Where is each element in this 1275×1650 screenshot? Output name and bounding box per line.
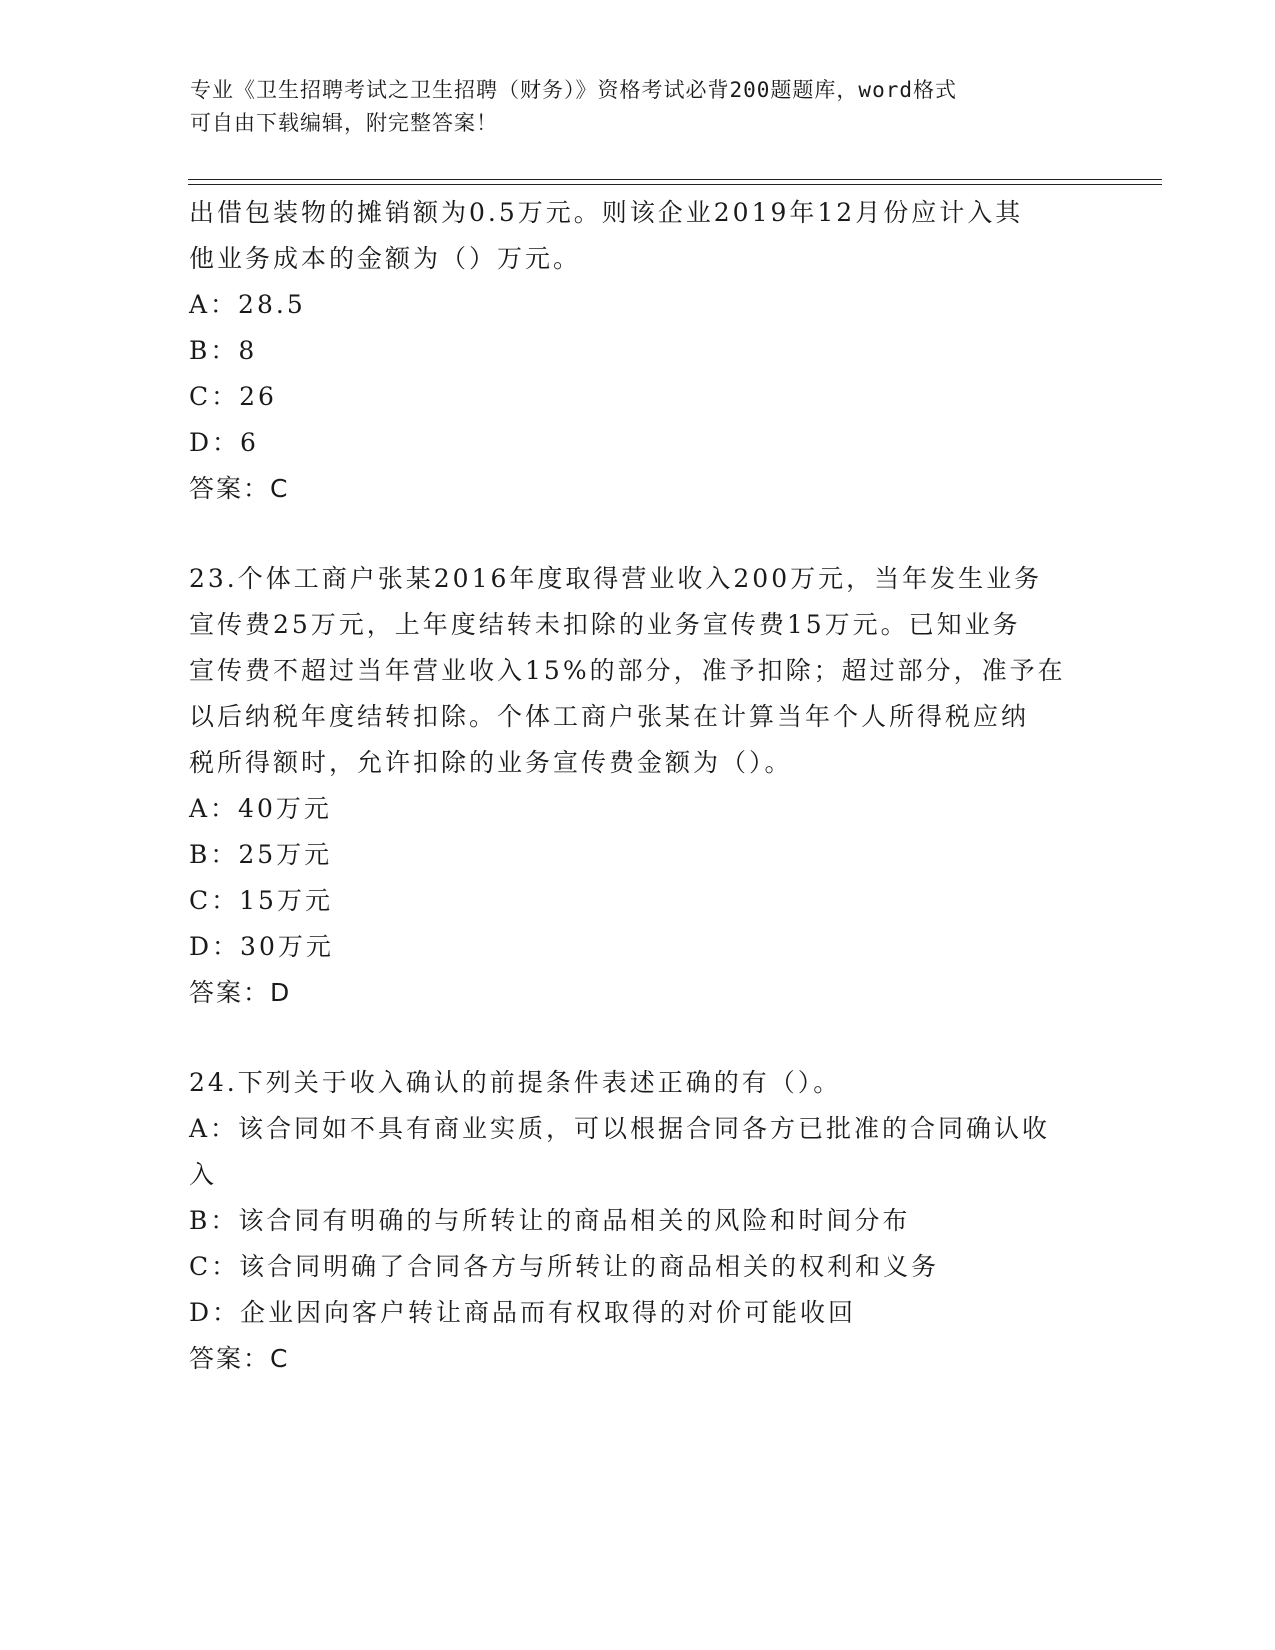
question-24 <box>189 1060 1089 1382</box>
answer-label: 答案：C <box>189 1344 290 1373</box>
spacer <box>189 512 1089 556</box>
option-d: D：6 <box>189 428 259 457</box>
option-b: B：8 <box>189 336 258 365</box>
option-b: B：该合同有明确的与所转让的商品相关的风险和时间分布 <box>189 1206 911 1235</box>
option-c: C：15万元 <box>189 886 333 915</box>
header-divider-bottom <box>188 184 1162 185</box>
question-text-line: 宣传费25万元，上年度结转未扣除的业务宣传费15万元。已知业务 <box>189 610 1021 639</box>
option-d: D：企业因向客户转让商品而有权取得的对价可能收回 <box>189 1298 857 1327</box>
question-23 <box>189 556 1089 1016</box>
question-text-line: 税所得额时，允许扣除的业务宣传费金额为（）。 <box>189 748 793 777</box>
question-text-line: 23.个体工商户张某2016年度取得营业收入200万元，当年发生业务 <box>189 564 1043 593</box>
option-a: A：40万元 <box>189 794 332 823</box>
header-title-line-1: 专业《卫生招聘考试之卫生招聘（财务）》资格考试必背200题题库，word格式 <box>190 78 957 102</box>
document-header <box>190 74 1090 140</box>
question-22 <box>189 190 1089 512</box>
answer-label: 答案：C <box>189 474 290 503</box>
question-text-line: 以后纳税年度结转扣除。个体工商户张某在计算当年个人所得税应纳 <box>189 702 1030 731</box>
header-divider-top <box>188 179 1162 180</box>
option-a: A：28.5 <box>189 290 306 319</box>
question-list <box>189 190 1089 1382</box>
question-text-line: 出借包装物的摊销额为0.5万元。则该企业2019年12月份应计入其 <box>189 198 1024 227</box>
answer-label: 答案：D <box>189 978 292 1007</box>
option-d: D：30万元 <box>189 932 334 961</box>
spacer <box>189 1016 1089 1060</box>
option-a: A：该合同如不具有商业实质，可以根据合同各方已批准的合同确认收 <box>189 1114 1051 1143</box>
header-title-line-2: 可自由下载编辑，附完整答案！ <box>190 111 498 135</box>
question-text-line: 他业务成本的金额为（）万元。 <box>189 244 582 273</box>
option-c: C：该合同明确了合同各方与所转让的商品相关的权利和义务 <box>189 1252 940 1281</box>
option-b: B：25万元 <box>189 840 333 869</box>
question-text-line: 24.下列关于收入确认的前提条件表述正确的有（）。 <box>189 1068 842 1097</box>
option-c: C：26 <box>189 382 277 411</box>
option-a-continued: 入 <box>189 1160 218 1189</box>
question-text-line: 宣传费不超过当年营业收入15%的部分，准予扣除；超过部分，准予在 <box>189 656 1066 685</box>
